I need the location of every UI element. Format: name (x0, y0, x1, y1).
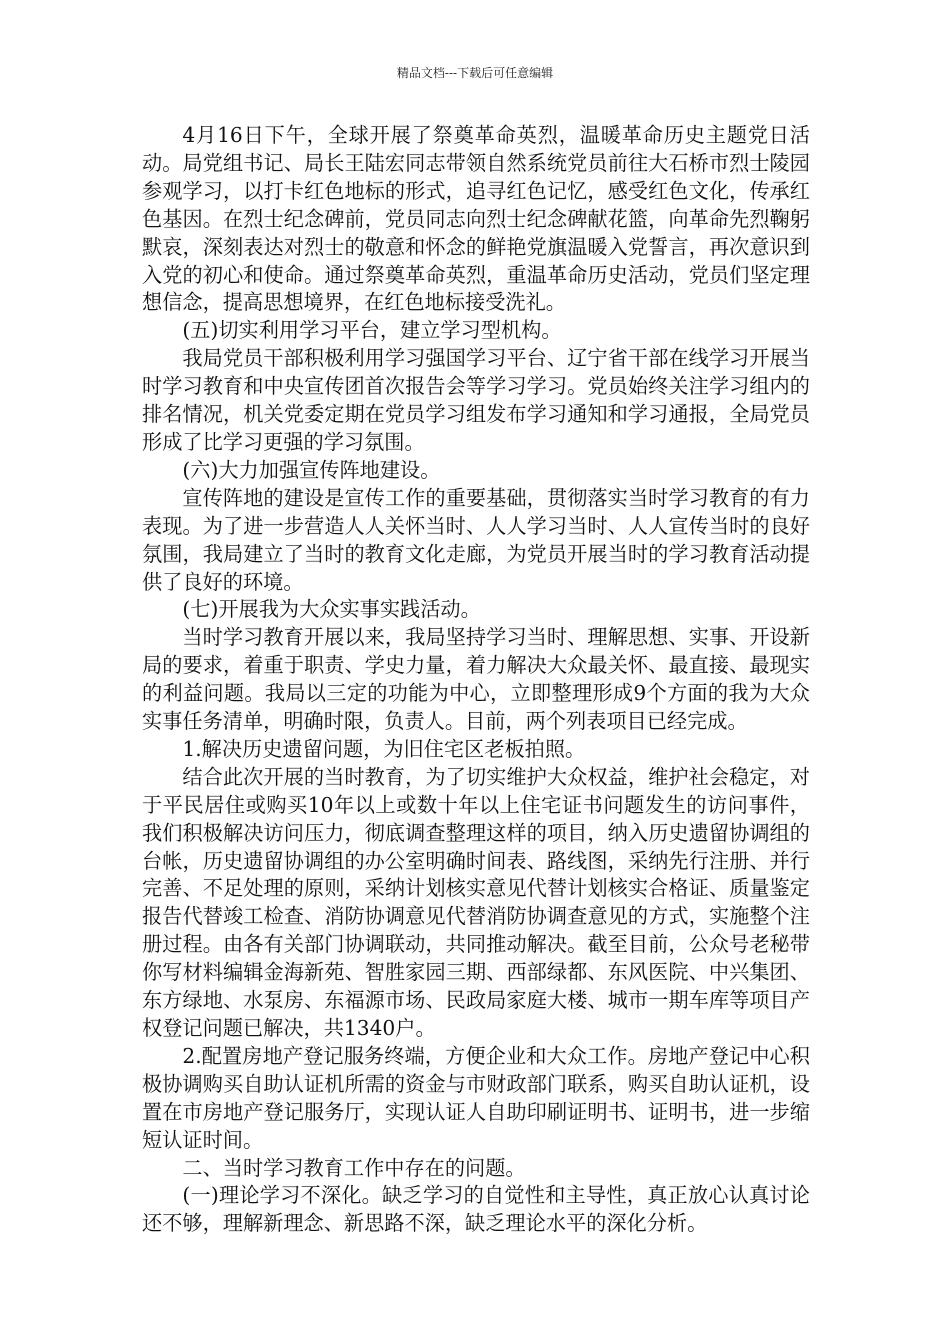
section-heading-6: (六)大力加强宣传阵地建设。 (182, 457, 441, 482)
paragraph-practical-activity: 当时学习教育开展以来，我局坚持学习当时、理解思想、实事、开设新局的要求，着重于职责、学史力量，着力解决大众最关怀、最直接、最现实的利益问题。我局以三定的功能为中心，立即整理形成9个方面的我为大众实事任务清单，明确时限，负责人。目前，两个列表项目已经完成。 (142, 625, 810, 734)
section-heading-problems: 二、当时学习教育工作中存在的问题。 (182, 1155, 526, 1180)
paragraph-historical-issues: 结合此次开展的当时教育，为了切实维护大众权益，维护社会稳定，对于平民居住或购买10年以上或数十年以上住宅证书问题发生的访问事件，我们积极解决访问压力，彻底调查整理这样的项目，纳入历史遗留协调组的台帐，历史遗留协调组的办公室明确时间表、路线图，采纳先行注册、并行完善、不足处理的原则，采纳计划核实意见代替计划核实合格证、质量鉴定报告代替竣工检查、消防协调意见代替消防协调查意见的方式，实施整个注册过程。由各有关部门协调联动，共同推动解决。截至目前，公众号老秘带你写材料编辑金海新苑、智胜家园三期、西部绿都、东风医院、中兴集团、东方绿地、水泵房、东福源市场、民政局家庭大楼、城市一期车库等项目产权登记问题已解决，共1340户。 (142, 764, 810, 1040)
paragraph-publicity: 宣传阵地的建设是宣传工作的重要基础，贯彻落实当时学习教育的有力表现。为了进一步营造人人关怀当时、人人学习当时、人人宣传当时的良好氛围，我局建立了当时的教育文化走廊，为党员开展当时的学习教育活动提供了良好的环境。 (142, 485, 810, 594)
paragraph-learning-platform: 我局党员干部积极利用学习强国学习平台、辽宁省干部在线学习开展当时学习教育和中央宣传团首次报告会等学习学习。党员始终关注学习组内的排名情况，机关党委定期在党员学习组发布学习通知和学习通报，全局党员形成了比学习更强的学习氛围。 (142, 346, 810, 454)
paragraph-memorial-activity: 4月16日下午，全球开展了祭奠革命英烈，温暖革命历史主题党日活动。局党组书记、局长王陆宏同志带领自然系统党员前往大石桥市烈士陵园参观学习，以打卡红色地标的形式，追寻红色记忆，感受红色文化，传承红色基因。在烈士纪念碑前，党员同志向烈士纪念碑献花篮，向革命先烈鞠躬默哀，深刻表达对烈士的敬意和怀念的鲜艳党旗温暖入党誓言，再次意识到入党的初心和使命。通过祭奠革命英烈，重温革命历史活动，党员们坚定理想信念，提高思想境界，在红色地标接受洗礼。 (142, 123, 810, 315)
subheading-1: 1.解决历史遗留问题，为旧住宅区老板拍照。 (182, 736, 586, 761)
paragraph-theory-study: (一)理论学习不深化。缺乏学习的自觉性和主导性，真正放心认真讨论还不够，理解新理念、新思路不深，缺乏理论水平的深化分析。 (142, 1183, 810, 1236)
page-header: 精品文档---下载后可任意编辑 (396, 66, 554, 80)
section-heading-7: (七)开展我为大众实事实践活动。 (182, 597, 481, 622)
paragraph-registration-terminal: 2.配置房地产登记服务终端，方便企业和大众工作。房地产登记中心积极协调购买自助认证机所需的资金与市财政部门联系，购买自助认证机，设置在市房地产登记服务厅，实现认证人自助印刷证明书、证明书，进一步缩短认证时间。 (142, 1043, 810, 1152)
document-body (142, 122, 810, 1238)
section-heading-5: (五)切实利用学习平台，建立学习型机构。 (182, 318, 562, 343)
